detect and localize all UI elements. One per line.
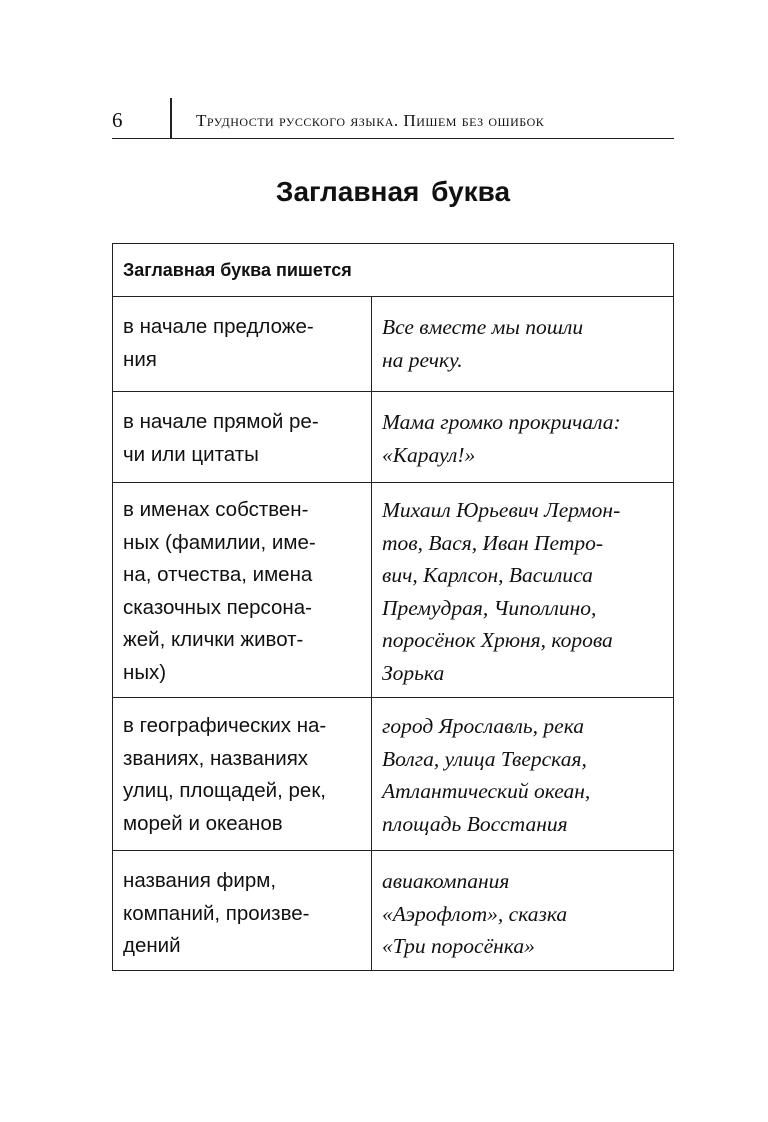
- rule-line: в географических на-: [123, 714, 327, 737]
- rule-cell: [113, 851, 372, 971]
- rule-line: жей, клички живот-: [123, 628, 304, 651]
- table-header: Заглавная буква пишется: [113, 244, 674, 297]
- rule-cell: [113, 297, 372, 392]
- rule-cell: [113, 698, 372, 851]
- header-divider: [170, 98, 172, 138]
- example-line: вич, Карлсон, Василиса: [382, 563, 593, 587]
- example-line: Все вместе мы пошли: [382, 315, 584, 339]
- rule-line: морей и океанов: [123, 811, 283, 835]
- example-line: Зорька: [382, 660, 445, 685]
- table-row: [113, 483, 674, 698]
- rule-cell: [113, 483, 372, 698]
- rule-line: званиях, названиях: [123, 746, 309, 770]
- example-line: «Три поросёнка»: [382, 934, 535, 958]
- example-cell: [372, 851, 674, 971]
- example-line: поросёнок Хрюня, корова: [382, 628, 613, 652]
- example-line: авиакомпания: [382, 869, 510, 893]
- table-row: [113, 297, 674, 392]
- example-cell: [372, 483, 674, 698]
- running-title: Трудности русского языка. Пишем без ошибок: [196, 111, 545, 130]
- table-header-row: [113, 244, 674, 297]
- table-row: [113, 698, 674, 851]
- running-header: [112, 98, 674, 139]
- rule-line: дений: [123, 934, 181, 957]
- rule-line: ных): [123, 660, 167, 684]
- example-line: Мама громко прокричала:: [382, 410, 621, 434]
- rule-line: чи или цитаты: [123, 442, 259, 466]
- rule-line: сказочных персона-: [123, 595, 312, 619]
- rule-line: ных (фамилии, име-: [123, 530, 316, 554]
- table-row: [113, 392, 674, 483]
- example-line: Михаил Юрьевич Лермон-: [382, 498, 621, 522]
- rule-line: на, отчества, имена: [123, 563, 313, 586]
- page-number: 6: [112, 108, 123, 132]
- example-cell: [372, 392, 674, 483]
- example-cell: [372, 698, 674, 851]
- rule-line: в начале прямой ре-: [123, 410, 319, 433]
- example-line: площадь Восстания: [382, 811, 568, 836]
- rule-line: в начале предложе-: [123, 315, 314, 338]
- table-row: [113, 851, 674, 971]
- rule-cell: [113, 392, 372, 483]
- section-title: Заглавная буква: [275, 176, 511, 207]
- capital-letter-rules-table: [112, 243, 674, 971]
- rule-line: ния: [123, 347, 157, 371]
- example-line: «Караул!»: [382, 442, 476, 467]
- example-cell: [372, 297, 674, 392]
- rule-line: компаний, произве-: [123, 901, 310, 925]
- rule-line: названия фирм,: [123, 869, 277, 892]
- example-line: Атлантический океан,: [382, 779, 591, 803]
- example-line: Премудрая, Чиполлино,: [382, 595, 597, 620]
- example-line: тов, Вася, Иван Петро-: [382, 530, 604, 555]
- example-line: «Аэрофлот», сказка: [382, 901, 568, 926]
- example-line: Волга, улица Тверская,: [382, 746, 587, 771]
- example-line: на речку.: [382, 347, 463, 372]
- rule-line: улиц, площадей, рек,: [123, 779, 326, 802]
- example-line: город Ярославль, река: [382, 714, 584, 738]
- rule-line: в именах собствен-: [123, 498, 309, 521]
